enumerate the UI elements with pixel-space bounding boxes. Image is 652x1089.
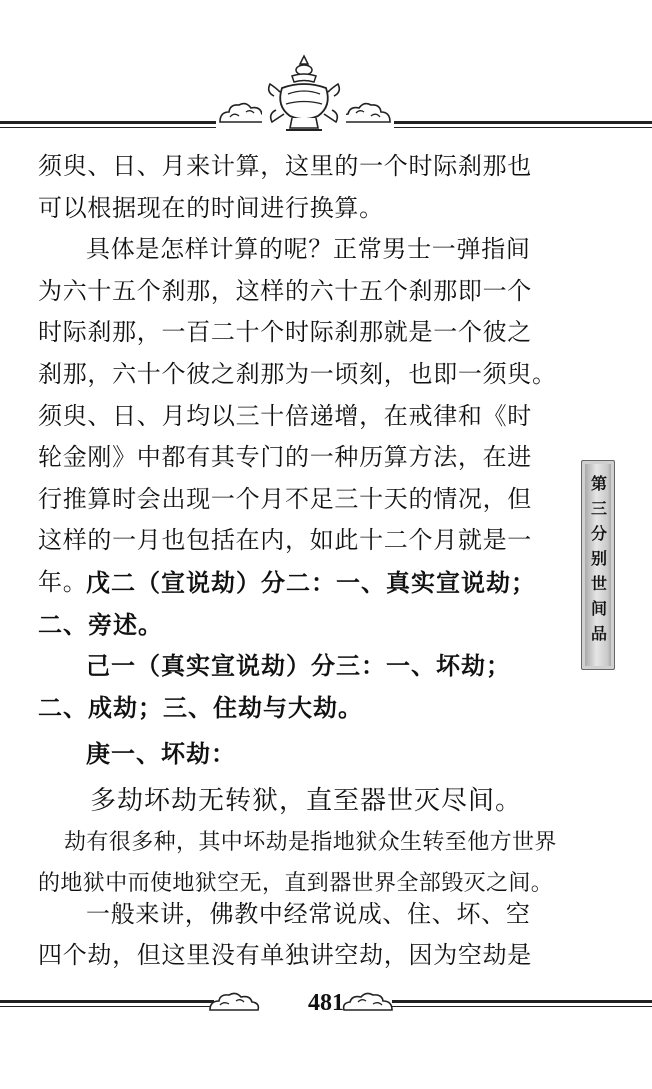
heading-line: 己一（真实宣说劫）分三：一、坏劫； [86,652,511,680]
paragraph-line: 行推算时会出现一个月不足三十天的情况，但 [38,484,532,513]
paragraph-line: 时际刹那，一百二十个时际刹那就是一个彼之 [38,318,532,347]
section-heading-3 [38,733,568,775]
paragraph-line: 年。 [38,567,88,596]
footer-rule-left-thin [0,1006,214,1007]
heading-line: 二、成劫；三、住劫与大劫。 [38,694,363,722]
cloud-ornament-right-icon [338,100,394,128]
main-text-block [38,146,568,604]
paragraph-line: 为六十五个刹那，这样的六十五个刹那即一个 [38,276,532,305]
paragraph-line: 具体是怎样计算的呢？正常男士一弹指间 [86,235,531,264]
root-verse: 多劫坏劫无转狱，直至器世灭尽间。 [90,786,523,816]
footer-rule-right-thick [392,1000,652,1003]
chapter-side-tab [581,460,615,670]
chapter-tab-label: 第三分别世间品 [588,475,608,650]
body-continuation [38,894,568,976]
section-heading-1 [38,562,568,646]
footer-rule-right-thin [392,1006,652,1007]
paragraph-line: 这样的一月也包括在内，如此十二个月就是一 [38,526,532,555]
page-number: 481 [308,990,344,1016]
heading-line: 庚一、坏劫： [86,740,236,768]
paragraph-line: 轮金刚》中都有其专门的一种历算方法，在进 [38,443,532,472]
commentary-line: 劫有很多种，其中坏劫是指地狱众生转至他方世界 [64,830,557,855]
heading-line: 二、旁述。 [38,611,163,639]
paragraph-line: 刹那，六十个彼之刹那为一顷刻，也即一须臾。 [38,359,557,388]
page-header [0,0,652,140]
section-heading-2 [38,645,568,729]
paragraph-line: 须臾、日、月均以三十倍递增，在戒律和《时 [38,401,532,430]
footer-rule-left-thick [0,1000,214,1003]
paragraph-line: 须臾、日、月来计算，这里的一个时际刹那也 [38,152,532,180]
footer-cloud-left-icon [206,990,262,1014]
commentary-line: 的地狱中而使地狱空无，直到器世界全部毁灭之间。 [38,871,554,896]
commentary-block [38,822,568,904]
heading-line: 戊二（宣说劫）分二：一、真实宣说劫； [86,569,536,597]
paragraph-line: 可以根据现在的时间进行换算。 [38,193,384,222]
paragraph-line: 一般来讲，佛教中经常说成、住、坏、空 [86,900,531,928]
treasure-vase-ornament-icon [262,52,346,134]
paragraph-line: 四个劫，但这里没有单独讲空劫，因为空劫是 [38,941,532,969]
